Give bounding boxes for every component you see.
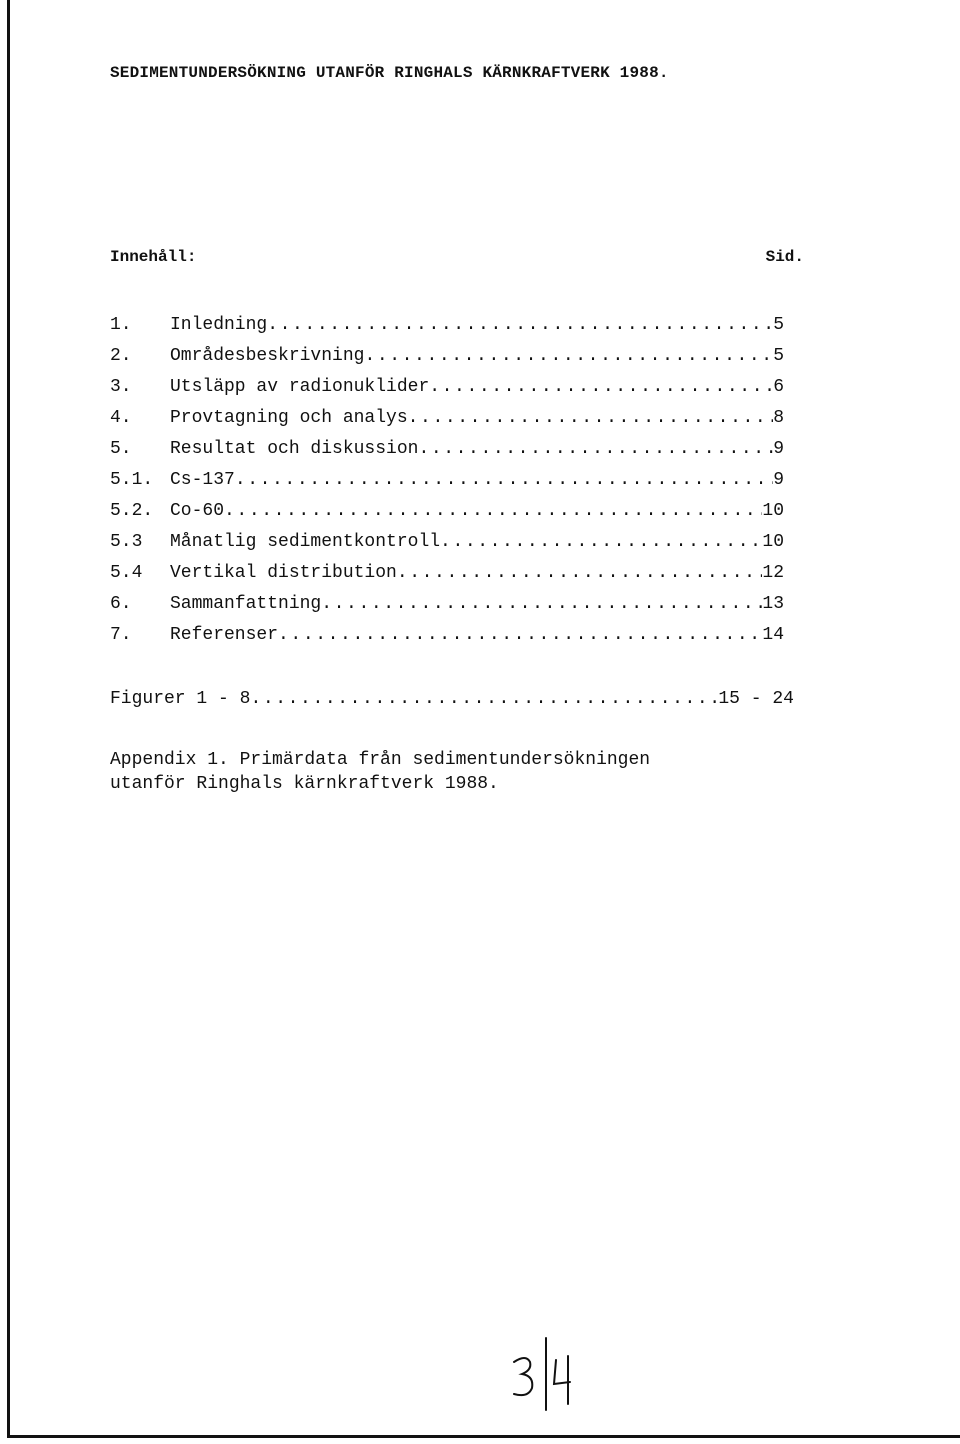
- dot-leader: [170, 434, 784, 465]
- figures-entry: [110, 684, 794, 715]
- toc-entry-page: 9: [773, 434, 784, 465]
- toc-entry-page: 6: [773, 372, 784, 403]
- toc-heading: Innehåll:: [110, 248, 197, 266]
- toc-entry-page: 10: [762, 527, 784, 558]
- handwritten-page-mark: [508, 1332, 588, 1412]
- toc-entry-page: 10: [762, 496, 784, 527]
- dot-leader: [170, 558, 784, 589]
- dot-leader: [170, 589, 784, 620]
- toc-entry: [110, 372, 784, 403]
- table-of-contents: [110, 310, 784, 651]
- dot-leader: [170, 341, 784, 372]
- toc-entry-number: 5.: [110, 439, 132, 459]
- toc-entry-title: Referenser: [170, 625, 279, 645]
- toc-entry: [110, 558, 784, 589]
- toc-entry: [110, 310, 784, 341]
- page-border-left: [7, 0, 10, 1438]
- toc-entry-number: 4.: [110, 408, 132, 428]
- toc-entry-title: Sammanfattning: [170, 594, 322, 614]
- toc-header: [110, 248, 804, 266]
- toc-entry-title: Cs-137: [170, 470, 235, 490]
- page-border-bottom: [7, 1435, 960, 1438]
- toc-entry-number: 1.: [110, 315, 132, 335]
- appendix-note: [110, 748, 650, 796]
- dot-leader: [170, 372, 784, 403]
- toc-entry-number: 5.4: [110, 563, 143, 583]
- toc-page-heading: Sid.: [765, 248, 804, 266]
- appendix-line: Appendix 1. Primärdata från sedimentundersökningen: [110, 750, 651, 770]
- toc-entry-number: 7.: [110, 625, 132, 645]
- toc-entry: [110, 403, 784, 434]
- toc-entry-title: Vertikal distribution: [170, 563, 397, 583]
- figures-label: Figurer 1 - 8: [110, 689, 251, 709]
- toc-entry-page: 8: [773, 403, 784, 434]
- toc-entry-number: 2.: [110, 346, 132, 366]
- dot-leader: [170, 496, 784, 527]
- toc-entry-title: Inledning: [170, 315, 268, 335]
- toc-entry-page: 12: [762, 558, 784, 589]
- toc-entry-title: Utsläpp av radionuklider: [170, 377, 430, 397]
- dot-leader: [170, 527, 784, 558]
- toc-entry: [110, 465, 784, 496]
- document-title: SEDIMENTUNDERSÖKNING UTANFÖR RINGHALS KÄRNKRAFTVERK 1988.: [110, 64, 669, 82]
- toc-entry-title: Resultat och diskussion: [170, 439, 419, 459]
- toc-entry-number: 5.3: [110, 532, 143, 552]
- toc-entry-number: 6.: [110, 594, 132, 614]
- toc-entry-page: 13: [762, 589, 784, 620]
- toc-entry: [110, 527, 784, 558]
- figures-pages: 15 - 24: [718, 684, 794, 715]
- toc-entry-number: 5.1.: [110, 470, 154, 490]
- toc-entry-page: 5: [773, 310, 784, 341]
- toc-entry-title: Provtagning och analys: [170, 408, 408, 428]
- toc-entry-number: 3.: [110, 377, 132, 397]
- toc-entry-page: 9: [773, 465, 784, 496]
- toc-entry-title: Områdesbeskrivning: [170, 346, 365, 366]
- toc-entry-title: Månatlig sedimentkontroll: [170, 532, 441, 552]
- dot-leader: [170, 310, 784, 341]
- dot-leader: [170, 465, 784, 496]
- toc-entry-title: Co-60: [170, 501, 225, 521]
- toc-entry: [110, 589, 784, 620]
- dot-leader: [170, 620, 784, 651]
- toc-entry-page: 5: [773, 341, 784, 372]
- dot-leader: [170, 403, 784, 434]
- toc-entry: [110, 496, 784, 527]
- toc-entry: [110, 434, 784, 465]
- dot-leader: [110, 684, 794, 715]
- appendix-line: utanför Ringhals kärnkraftverk 1988.: [110, 774, 499, 794]
- toc-entry: [110, 620, 784, 651]
- toc-entry-number: 5.2.: [110, 501, 154, 521]
- toc-entry-page: 14: [762, 620, 784, 651]
- toc-entry: [110, 341, 784, 372]
